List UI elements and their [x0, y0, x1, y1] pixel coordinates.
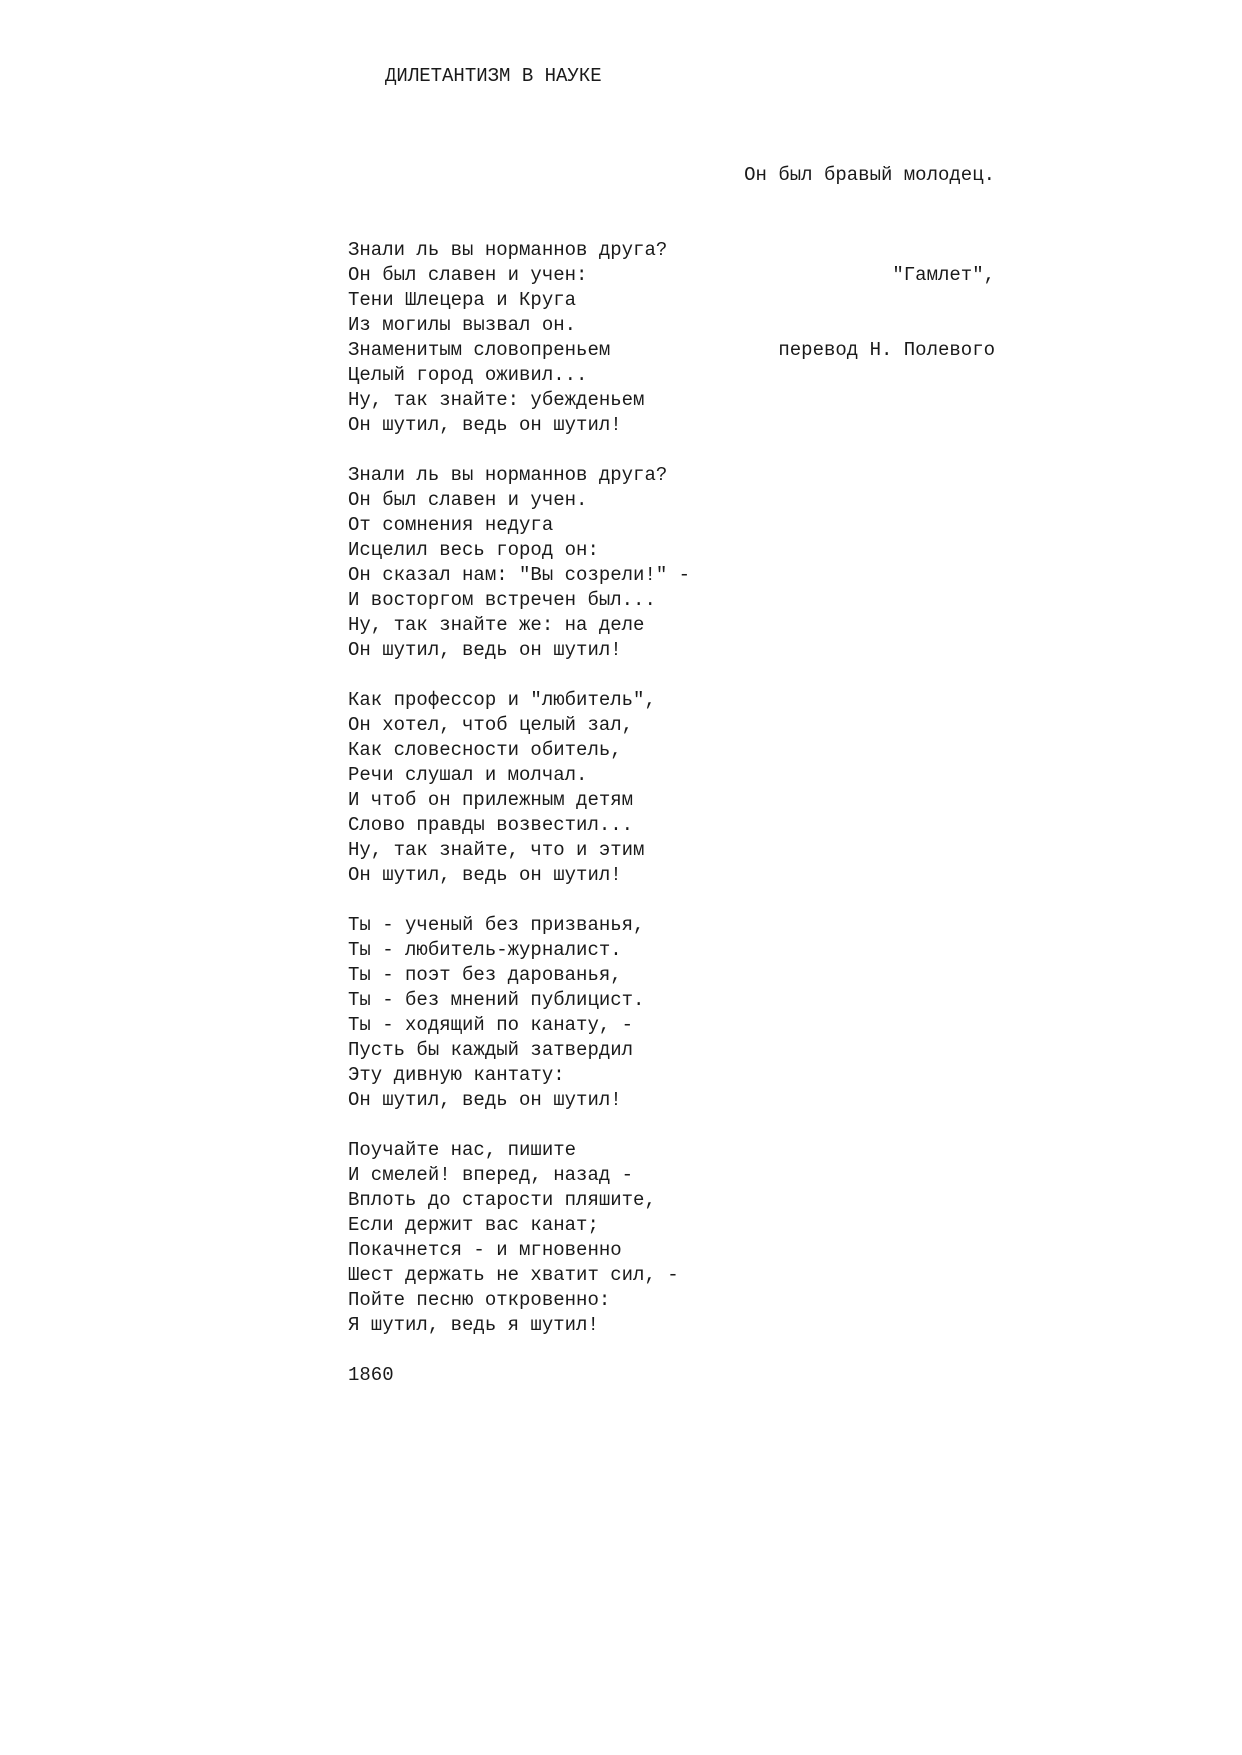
poem-line: Ну, так знайте, что и этим: [348, 839, 645, 861]
poem-line: Знаменитым словопреньем: [348, 339, 611, 361]
poem-line: Ты - ходящий по канату, -: [348, 1014, 634, 1036]
stanza-2: [348, 463, 690, 663]
poem-line: Он сказал нам: "Вы созрели!" -: [348, 564, 691, 586]
poem-line: Ты - поэт без дарованья,: [348, 964, 622, 986]
poem-line: От сомнения недуга: [348, 514, 554, 536]
poem-body: [348, 238, 690, 1388]
stanza-3: [348, 688, 690, 888]
poem-line: Вплоть до старости пляшите,: [348, 1189, 656, 1211]
stanza-4: [348, 913, 690, 1113]
poem-line: Шест держать не хватит сил, -: [348, 1264, 679, 1286]
poem-line: Я шутил, ведь я шутил!: [348, 1314, 599, 1336]
poem-line: Он хотел, чтоб целый зал,: [348, 714, 634, 736]
poem-line: Он шутил, ведь он шутил!: [348, 414, 622, 436]
poem-line: Ну, так знайте: убежденьем: [348, 389, 645, 411]
epigraph-source-title: "Гамлет",: [892, 264, 995, 286]
poem-line: Исцелил весь город он:: [348, 539, 599, 561]
poem-line: Как профессор и "любитель",: [348, 689, 656, 711]
poem-title: ДИЛЕТАНТИЗМ В НАУКЕ: [385, 65, 602, 87]
poem-line: Он был славен и учен:: [348, 264, 588, 286]
epigraph-source-translator: перевод Н. Полевого: [778, 339, 995, 361]
poem-line: Ты - ученый без призванья,: [348, 914, 645, 936]
stanza-1: [348, 238, 690, 438]
poem-line: И чтоб он прилежным детям: [348, 789, 634, 811]
poem-line: Из могилы вызвал он.: [348, 314, 577, 336]
stanza-5: [348, 1138, 690, 1338]
poem-line: Покачнется - и мгновенно: [348, 1239, 622, 1261]
poem-line: Слово правды возвестил...: [348, 814, 634, 836]
poem-line: Ты - без мнений публицист.: [348, 989, 645, 1011]
poem-line: Речи слушал и молчал.: [348, 764, 588, 786]
epigraph: [744, 113, 995, 413]
poem-line: И смелей! вперед, назад -: [348, 1164, 634, 1186]
poem-line: Он шутил, ведь он шутил!: [348, 864, 622, 886]
poem-line: Знали ль вы норманнов друга?: [348, 239, 668, 261]
epigraph-quote: Он был бравый молодец.: [744, 164, 995, 186]
poem-line: Ну, так знайте же: на деле: [348, 614, 645, 636]
poem-line: Ты - любитель-журналист.: [348, 939, 622, 961]
poem-line: Знали ль вы норманнов друга?: [348, 464, 668, 486]
poem-line: Пойте песню откровенно:: [348, 1289, 611, 1311]
poem-line: Как словесности обитель,: [348, 739, 622, 761]
poem-line: Пусть бы каждый затвердил: [348, 1039, 634, 1061]
poem-line: Целый город оживил...: [348, 364, 588, 386]
poem-line: И восторгом встречен был...: [348, 589, 656, 611]
poem-year: 1860: [348, 1364, 394, 1386]
poem-line: Поучайте нас, пишите: [348, 1139, 577, 1161]
poem-line: Он шутил, ведь он шутил!: [348, 639, 622, 661]
poem-line: Если держит вас канат;: [348, 1214, 599, 1236]
poem-line: Он шутил, ведь он шутил!: [348, 1089, 622, 1111]
poem-line: Эту дивную кантату:: [348, 1064, 565, 1086]
poem-line: Он был славен и учен.: [348, 489, 588, 511]
poem-line: Тени Шлецера и Круга: [348, 289, 577, 311]
